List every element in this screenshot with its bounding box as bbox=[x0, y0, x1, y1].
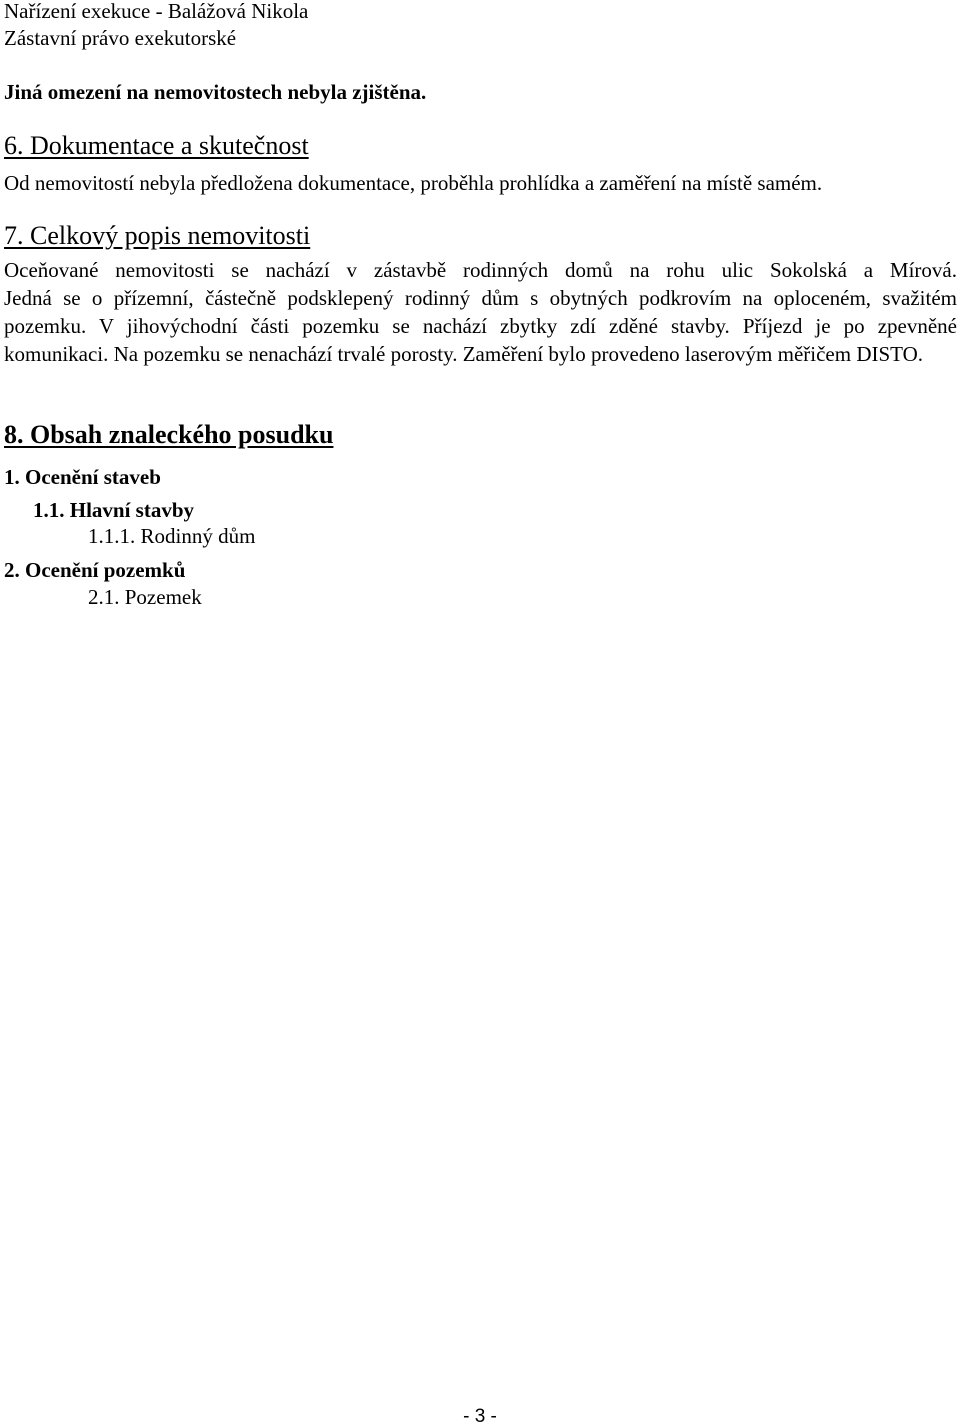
section-7-paragraph: Jedná se o přízemní, částečně podsklepený rodinný dům s obytných podkrovím na oploceném, svažitém pozemku. V jihovýchodní části pozemku se nachází zbytky zdí zděné stavby. Příjezd je po zpevněné komunikaci. Na pozemku se nenachází trvalé porosty. Zaměření bylo provedeno laserovým měřičem DISTO. bbox=[4, 286, 957, 366]
notice-text: Jiná omezení na nemovitostech nebyla zjištěna. bbox=[4, 80, 427, 104]
toc-item-2-1: 2.1. Pozemek bbox=[88, 585, 202, 609]
section-6-text: Od nemovitostí nebyla předložena dokumentace, proběhla prohlídka a zaměření na místě samém. bbox=[4, 171, 823, 195]
toc-item-1-1-1: 1.1.1. Rodinný dům bbox=[88, 524, 256, 548]
section-8-heading: 8. Obsah znaleckého posudku bbox=[4, 420, 334, 449]
section-7-heading: 7. Celkový popis nemovitosti bbox=[4, 221, 311, 250]
case-subtitle: Zástavní právo exekutorské bbox=[4, 26, 237, 50]
section-6-heading: 6. Dokumentace a skutečnost bbox=[4, 131, 309, 160]
toc-item-1: 1. Ocenění staveb bbox=[4, 465, 161, 489]
case-title: Nařízení exekuce - Balážová Nikola bbox=[4, 0, 309, 23]
toc-item-1-1: 1.1. Hlavní stavby bbox=[33, 498, 195, 522]
toc-item-2: 2. Ocenění pozemků bbox=[4, 558, 186, 582]
page-number-text: - 3 - bbox=[463, 1406, 497, 1427]
section-7-intro: Oceňované nemovitosti se nachází v zástavbě rodinných domů na rohu ulic Sokolská a Mírová. bbox=[4, 258, 957, 282]
